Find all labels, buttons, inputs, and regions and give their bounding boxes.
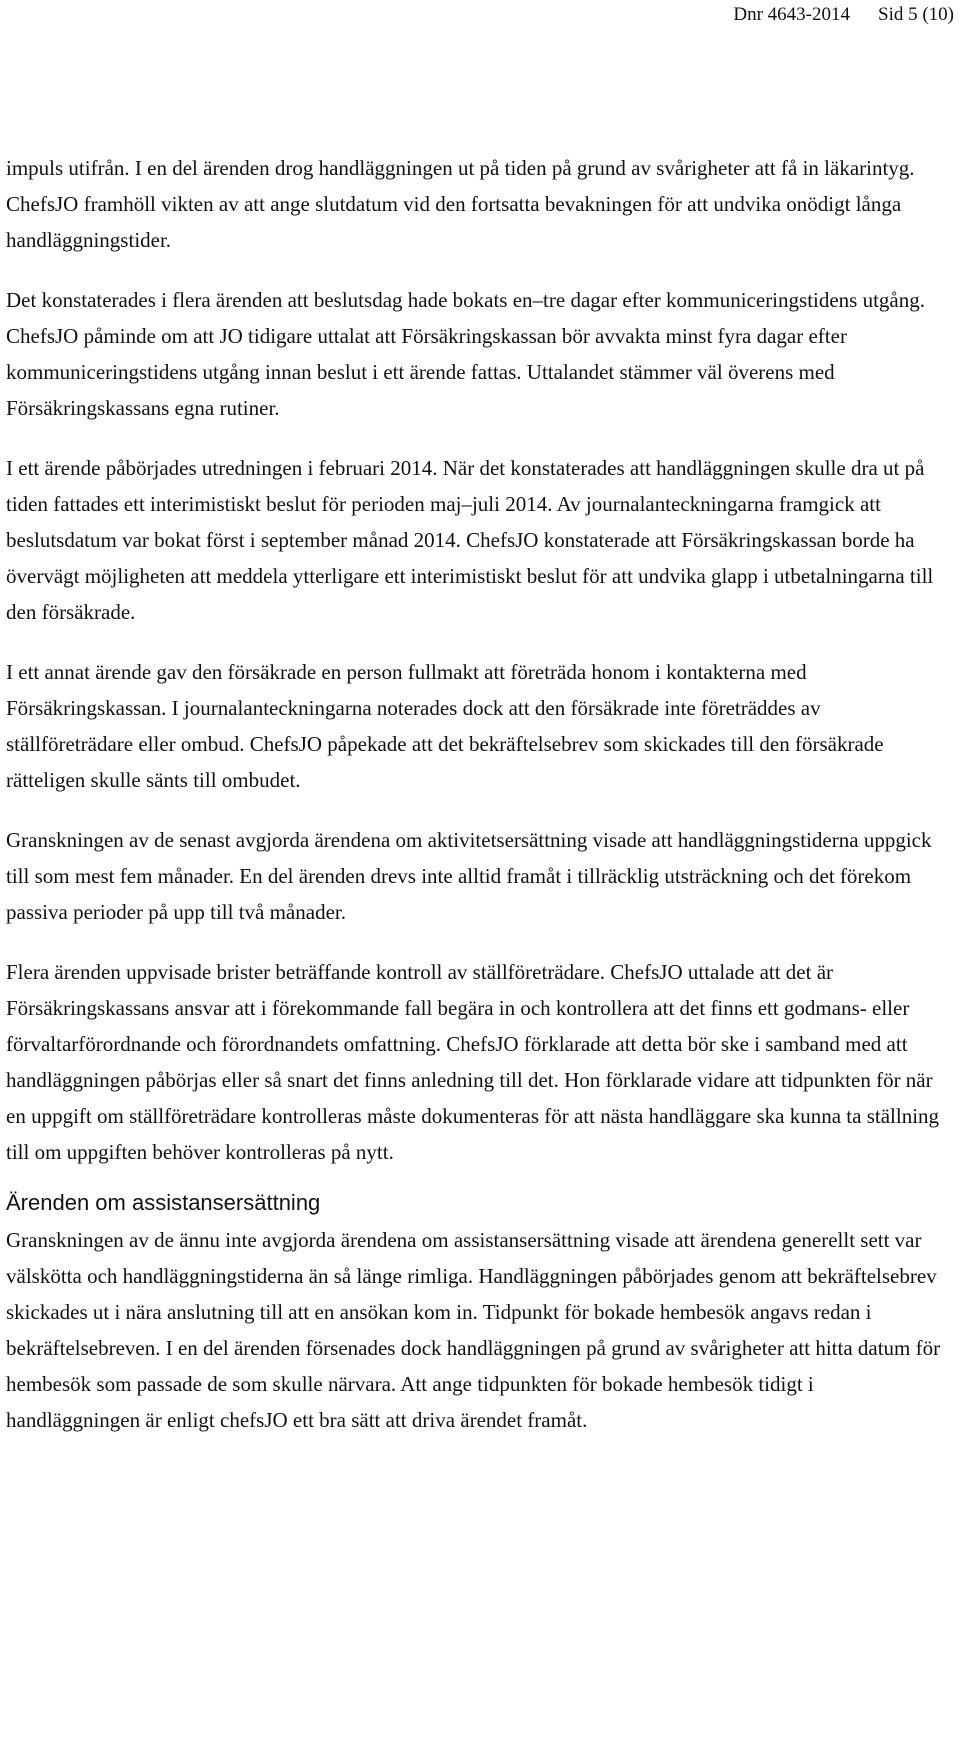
section-heading: Ärenden om assistansersättning: [6, 1190, 321, 1215]
paragraph-6: Flera ärenden uppvisade brister beträffande kontroll av ställföreträdare. ChefsJO uttalade att det är Försäkringskassans ansvar att i förekommande fall begära in och kontrollera att det finns ett godmans- eller förvaltarförordnande och förordnandets omfattning. ChefsJO förklarade att detta bör ske i samband med att handläggningen påbörjas eller så snart det finns anledning till det. Hon förklarade vidare att tidpunkten för när en uppgift om ställföreträdare kontrolleras måste dokumenteras för att nästa handläggare ska kunna ta ställning till om uppgiften behöver kontrolleras på nytt.: [6, 960, 940, 1164]
document-body: [6, 150, 946, 1462]
paragraph-1: impuls utifrån. I en del ärenden drog handläggningen ut på tiden på grund av svårigheter att få in läkarintyg. ChefsJO framhöll vikten av att ange slutdatum vid den fortsatta bevakningen för att undvika onödigt långa handläggningstider.: [6, 156, 915, 252]
paragraph-3: I ett ärende påbörjades utredningen i februari 2014. När det konstaterades att handläggningen skulle dra ut på tiden fattades ett interimistiskt beslut för perioden maj–juli 2014. Av journalanteckningarna framgick att beslutsdatum var bokat först i september månad 2014. ChefsJO konstaterade att Försäkringskassan borde ha övervägt möjligheten att meddela ytterligare ett interimistiskt beslut för att undvika glapp i utbetalningarna till den försäkrade.: [6, 456, 934, 624]
paragraph-2: Det konstaterades i flera ärenden att beslutsdag hade bokats en–tre dagar efter kommuniceringstidens utgång. ChefsJO påminde om att JO tidigare uttalat att Försäkringskassan bör avvakta minst fyra dagar efter kommuniceringstidens utgång innan beslut i ett ärende fattas. Uttalandet stämmer väl överens med Försäkringskassans egna rutiner.: [6, 288, 926, 420]
paragraph-4: I ett annat ärende gav den försäkrade en person fullmakt att företräda honom i kontakterna med Försäkringskassan. I journalanteckningarna noterades dock att den försäkrade inte företräddes av ställföreträdare eller ombud. ChefsJO påpekade att det bekräftelsebrev som skickades till den försäkrade rätteligen skulle sänts till ombudet.: [6, 660, 884, 792]
paragraph-5: Granskningen av de senast avgjorda ärendena om aktivitetsersättning visade att handläggningstiderna uppgick till som mest fem månader. En del ärenden drevs inte alltid framåt i tillräcklig utsträckning och det förekom passiva perioder på upp till två månader.: [6, 828, 932, 924]
page-header: [0, 2, 960, 28]
page-number: Sid 5 (10): [878, 4, 954, 25]
document-number: Dnr 4643-2014: [733, 4, 850, 25]
section-paragraph: Granskningen av de ännu inte avgjorda ärendena om assistansersättning visade att ärendena generellt sett var välskötta och handläggningstiderna än så länge rimliga. Handläggningen påbörjades genom att bekräftelsebrev skickades ut i nära anslutning till att en ansökan kom in. Tidpunkt för bokade hembesök angavs redan i bekräftelsebreven. I en del ärenden försenades dock handläggningen på grund av svårigheter att hitta datum för hembesök som passade de som skulle närvara. Att ange tidpunkten för bokade hembesök tidigt i handläggningen är enligt chefsJO ett bra sätt att driva ärendet framåt.: [6, 1228, 941, 1432]
